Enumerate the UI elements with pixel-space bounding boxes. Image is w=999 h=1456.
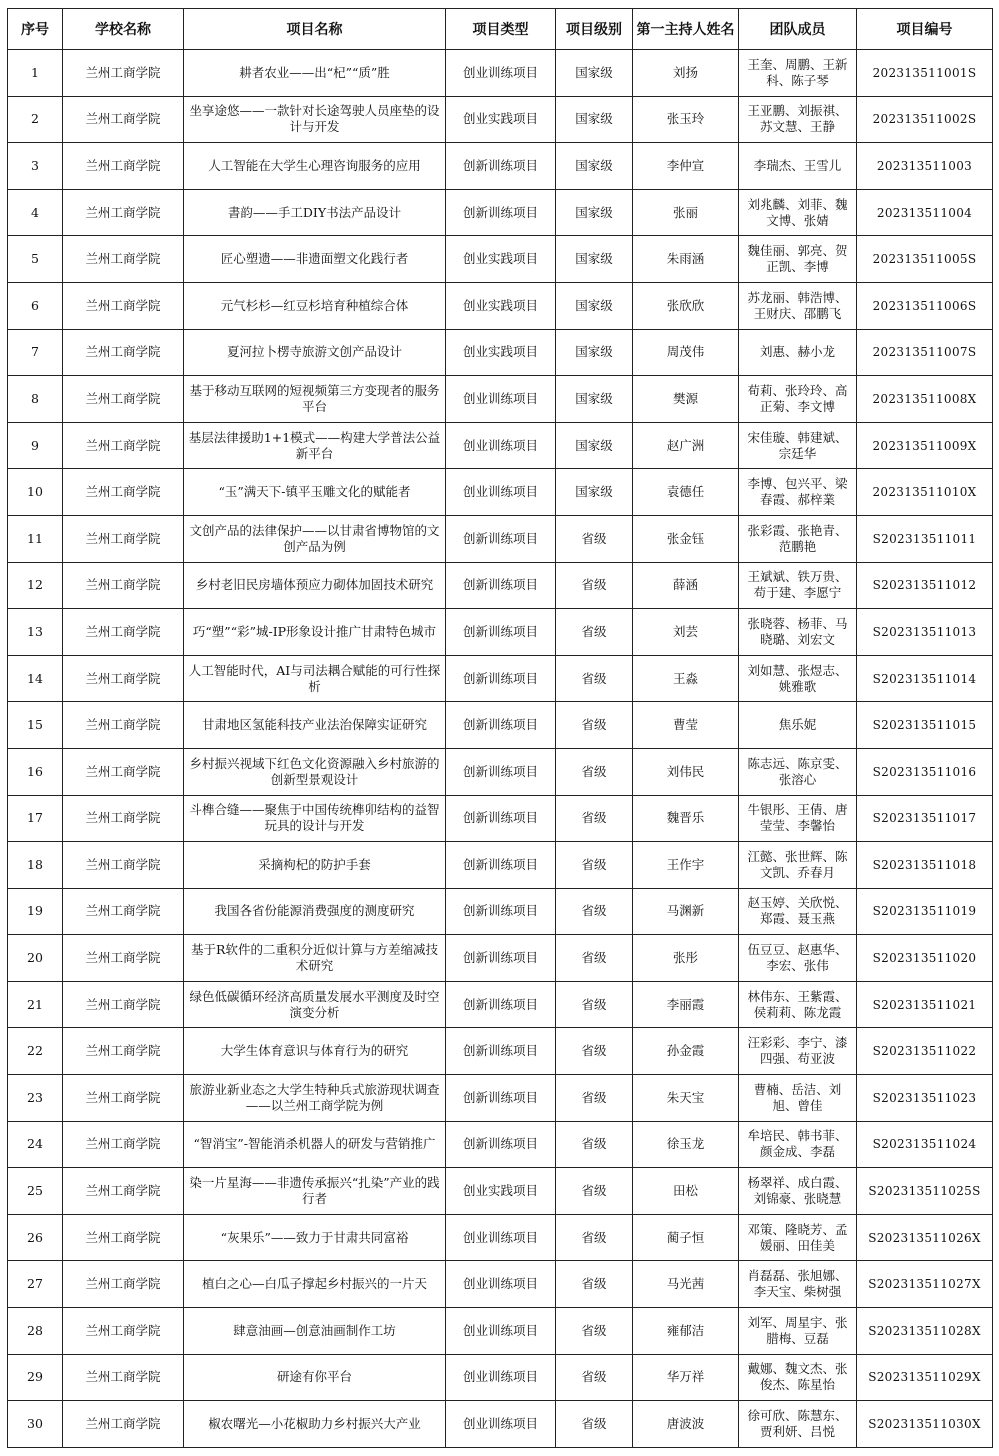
cell-project-type: 创业训练项目	[446, 1401, 556, 1448]
cell-school: 兰州工商学院	[63, 1168, 184, 1215]
cell-members: 徐可欣、陈慧东、贾利妍、吕悦	[739, 1401, 857, 1448]
cell-school: 兰州工商学院	[63, 469, 184, 516]
cell-project-name: 采摘枸杞的防护手套	[184, 842, 446, 889]
cell-project-name: 乡村老旧民房墙体预应力砌体加固技术研究	[184, 562, 446, 609]
cell-project-name: 匠心塑遗——非遗面塑文化践行者	[184, 236, 446, 283]
cell-no: 12	[8, 562, 63, 609]
cell-no: 23	[8, 1075, 63, 1122]
cell-project-type: 创新训练项目	[446, 795, 556, 842]
cell-project-level: 省级	[556, 1168, 633, 1215]
cell-school: 兰州工商学院	[63, 609, 184, 656]
cell-members: 王斌斌、铁万贵、苟于建、李愿宁	[739, 562, 857, 609]
cell-project-name: 書韵——手工DIY书法产品设计	[184, 189, 446, 236]
cell-members: 魏佳丽、郭亮、贺正凯、李博	[739, 236, 857, 283]
cell-project-type: 创业实践项目	[446, 329, 556, 376]
cell-members: 伍豆豆、赵惠华、李宏、张伟	[739, 935, 857, 982]
cell-no: 19	[8, 888, 63, 935]
cell-code: S202313511020	[857, 935, 993, 982]
cell-project-type: 创业训练项目	[446, 50, 556, 97]
cell-leader: 李丽霞	[633, 981, 739, 1028]
cell-code: S202313511015	[857, 702, 993, 749]
cell-school: 兰州工商学院	[63, 96, 184, 143]
cell-leader: 刘芸	[633, 609, 739, 656]
cell-leader: 王作宇	[633, 842, 739, 889]
cell-project-name: 研途有你平台	[184, 1354, 446, 1401]
cell-code: S202313511028X	[857, 1308, 993, 1355]
table-row	[8, 143, 993, 190]
cell-leader: 张玉玲	[633, 96, 739, 143]
cell-school: 兰州工商学院	[63, 1401, 184, 1448]
cell-project-level: 省级	[556, 842, 633, 889]
cell-project-level: 省级	[556, 655, 633, 702]
cell-leader: 刘伟民	[633, 748, 739, 795]
cell-project-type: 创业训练项目	[446, 1308, 556, 1355]
cell-project-level: 国家级	[556, 469, 633, 516]
cell-project-level: 国家级	[556, 329, 633, 376]
cell-code: S202313511016	[857, 748, 993, 795]
cell-code: S202313511025S	[857, 1168, 993, 1215]
cell-members: 宋佳璇、韩建斌、宗廷华	[739, 422, 857, 469]
table-row	[8, 329, 993, 376]
cell-project-name: 甘肃地区氢能科技产业法治保障实证研究	[184, 702, 446, 749]
cell-school: 兰州工商学院	[63, 748, 184, 795]
cell-no: 24	[8, 1121, 63, 1168]
cell-leader: 马光茜	[633, 1261, 739, 1308]
cell-project-name: 染一片星海——非遗传承振兴“扎染”产业的践行者	[184, 1168, 446, 1215]
cell-no: 5	[8, 236, 63, 283]
cell-leader: 唐波波	[633, 1401, 739, 1448]
cell-code: 202313511004	[857, 189, 993, 236]
cell-school: 兰州工商学院	[63, 189, 184, 236]
table-row	[8, 1121, 993, 1168]
cell-project-type: 创新训练项目	[446, 1121, 556, 1168]
cell-members: 曹楠、岳洁、刘旭、曾佳	[739, 1075, 857, 1122]
cell-school: 兰州工商学院	[63, 236, 184, 283]
cell-project-name: “智消宝”-智能消杀机器人的研发与营销推广	[184, 1121, 446, 1168]
cell-no: 7	[8, 329, 63, 376]
cell-project-type: 创业实践项目	[446, 282, 556, 329]
cell-project-name: 基于移动互联网的短视频第三方变现者的服务平台	[184, 376, 446, 423]
cell-members: 李博、包兴平、梁春霞、郝梓業	[739, 469, 857, 516]
cell-leader: 徐玉龙	[633, 1121, 739, 1168]
table-row	[8, 981, 993, 1028]
cell-project-type: 创新训练项目	[446, 842, 556, 889]
cell-leader: 华万祥	[633, 1354, 739, 1401]
cell-project-name: 斗榫合缝——聚焦于中国传统榫卯结构的益智玩具的设计与开发	[184, 795, 446, 842]
cell-members: 王亚鹏、刘振祺、苏文慧、王静	[739, 96, 857, 143]
table-row	[8, 935, 993, 982]
cell-school: 兰州工商学院	[63, 562, 184, 609]
cell-code: S202313511029X	[857, 1354, 993, 1401]
cell-school: 兰州工商学院	[63, 1121, 184, 1168]
cell-project-type: 创新训练项目	[446, 702, 556, 749]
cell-project-level: 省级	[556, 1261, 633, 1308]
cell-project-type: 创新训练项目	[446, 562, 556, 609]
cell-project-level: 省级	[556, 1401, 633, 1448]
cell-project-type: 创业训练项目	[446, 1261, 556, 1308]
cell-school: 兰州工商学院	[63, 888, 184, 935]
cell-project-name: 我国各省份能源消费强度的测度研究	[184, 888, 446, 935]
table-row	[8, 1214, 993, 1261]
cell-school: 兰州工商学院	[63, 376, 184, 423]
cell-school: 兰州工商学院	[63, 981, 184, 1028]
cell-project-type: 创新训练项目	[446, 655, 556, 702]
table-row	[8, 282, 993, 329]
table-row	[8, 562, 993, 609]
cell-leader: 田松	[633, 1168, 739, 1215]
table-row	[8, 795, 993, 842]
cell-project-name: 人工智能在大学生心理咨询服务的应用	[184, 143, 446, 190]
cell-school: 兰州工商学院	[63, 655, 184, 702]
cell-leader: 周茂伟	[633, 329, 739, 376]
cell-school: 兰州工商学院	[63, 1214, 184, 1261]
cell-project-level: 国家级	[556, 50, 633, 97]
cell-project-level: 省级	[556, 1028, 633, 1075]
cell-code: 202313511010X	[857, 469, 993, 516]
cell-no: 18	[8, 842, 63, 889]
table-row	[8, 469, 993, 516]
cell-project-level: 省级	[556, 795, 633, 842]
cell-members: 张晓蓉、杨菲、马晓璐、刘宏文	[739, 609, 857, 656]
cell-no: 9	[8, 422, 63, 469]
cell-project-level: 省级	[556, 702, 633, 749]
header-leader: 第一主持人姓名	[633, 9, 739, 50]
cell-code: S202313511026X	[857, 1214, 993, 1261]
cell-project-type: 创业训练项目	[446, 1354, 556, 1401]
table-row	[8, 50, 993, 97]
table-row	[8, 189, 993, 236]
cell-members: 刘如慧、张煜志、姚雅歌	[739, 655, 857, 702]
cell-members: 邓策、隆晓芳、孟媛丽、田佳美	[739, 1214, 857, 1261]
table-row	[8, 1354, 993, 1401]
cell-members: 焦乐妮	[739, 702, 857, 749]
cell-project-type: 创业训练项目	[446, 376, 556, 423]
cell-code: S202313511024	[857, 1121, 993, 1168]
cell-project-type: 创新训练项目	[446, 1028, 556, 1075]
cell-no: 29	[8, 1354, 63, 1401]
cell-school: 兰州工商学院	[63, 795, 184, 842]
cell-members: 戴娜、魏文杰、张俊杰、陈星怡	[739, 1354, 857, 1401]
cell-members: 刘惠、赫小龙	[739, 329, 857, 376]
cell-no: 14	[8, 655, 63, 702]
cell-leader: 魏晋乐	[633, 795, 739, 842]
cell-project-type: 创新训练项目	[446, 609, 556, 656]
table-row	[8, 236, 993, 283]
cell-project-level: 省级	[556, 1075, 633, 1122]
cell-school: 兰州工商学院	[63, 422, 184, 469]
cell-project-name: 元气杉杉—红豆杉培育种植综合体	[184, 282, 446, 329]
cell-members: 江懿、张世辉、陈文凯、乔春月	[739, 842, 857, 889]
cell-project-type: 创新训练项目	[446, 515, 556, 562]
cell-members: 肖磊磊、张旭娜、李天宝、柴树强	[739, 1261, 857, 1308]
table-body	[8, 50, 993, 1448]
cell-members: 牟培民、韩书菲、颜金成、李磊	[739, 1121, 857, 1168]
cell-code: S202313511030X	[857, 1401, 993, 1448]
cell-project-level: 国家级	[556, 143, 633, 190]
cell-leader: 朱雨涵	[633, 236, 739, 283]
cell-project-type: 创新训练项目	[446, 143, 556, 190]
cell-no: 27	[8, 1261, 63, 1308]
cell-members: 王奎、周鹏、王新科、陈子琴	[739, 50, 857, 97]
cell-code: 202313511002S	[857, 96, 993, 143]
cell-leader: 孙金霞	[633, 1028, 739, 1075]
cell-project-name: 坐享途悠——一款针对长途驾驶人员座垫的设计与开发	[184, 96, 446, 143]
cell-project-type: 创新训练项目	[446, 1075, 556, 1122]
cell-members: 李瑞杰、王雪儿	[739, 143, 857, 190]
cell-no: 13	[8, 609, 63, 656]
cell-project-type: 创新训练项目	[446, 935, 556, 982]
cell-leader: 雍郁洁	[633, 1308, 739, 1355]
cell-leader: 蔺子恒	[633, 1214, 739, 1261]
table-row	[8, 702, 993, 749]
cell-leader: 马渊新	[633, 888, 739, 935]
cell-project-type: 创业训练项目	[446, 469, 556, 516]
cell-leader: 王淼	[633, 655, 739, 702]
cell-no: 25	[8, 1168, 63, 1215]
table-row	[8, 1168, 993, 1215]
cell-code: S202313511022	[857, 1028, 993, 1075]
cell-project-type: 创业实践项目	[446, 236, 556, 283]
cell-project-name: “玉”满天下-镇平玉雕文化的赋能者	[184, 469, 446, 516]
cell-code: 202313511009X	[857, 422, 993, 469]
cell-project-name: 基于R软件的二重积分近似计算与方差缩减技术研究	[184, 935, 446, 982]
cell-members: 陈志远、陈京雯、张溶心	[739, 748, 857, 795]
cell-project-level: 省级	[556, 609, 633, 656]
cell-project-level: 省级	[556, 1354, 633, 1401]
cell-members: 刘军、周星宇、张腊梅、豆磊	[739, 1308, 857, 1355]
cell-code: S202313511011	[857, 515, 993, 562]
cell-school: 兰州工商学院	[63, 1354, 184, 1401]
cell-project-level: 国家级	[556, 376, 633, 423]
cell-project-level: 国家级	[556, 282, 633, 329]
cell-project-type: 创新训练项目	[446, 888, 556, 935]
cell-code: 202313511008X	[857, 376, 993, 423]
cell-project-level: 省级	[556, 748, 633, 795]
table-row	[8, 1401, 993, 1448]
cell-leader: 曹莹	[633, 702, 739, 749]
cell-leader: 薛涵	[633, 562, 739, 609]
cell-school: 兰州工商学院	[63, 143, 184, 190]
cell-school: 兰州工商学院	[63, 702, 184, 749]
cell-no: 26	[8, 1214, 63, 1261]
cell-members: 张彩霞、张艳青、范鹏艳	[739, 515, 857, 562]
cell-project-name: 耕者农业——出“杞”“质”胜	[184, 50, 446, 97]
cell-project-level: 省级	[556, 1308, 633, 1355]
cell-code: S202313511017	[857, 795, 993, 842]
table-row	[8, 1308, 993, 1355]
cell-project-type: 创新训练项目	[446, 981, 556, 1028]
cell-leader: 李仲宣	[633, 143, 739, 190]
cell-project-name: 乡村振兴视域下红色文化资源融入乡村旅游的创新型景观设计	[184, 748, 446, 795]
cell-members: 林伟东、王紫霞、侯莉莉、陈龙霞	[739, 981, 857, 1028]
cell-leader: 张欣欣	[633, 282, 739, 329]
table-row	[8, 422, 993, 469]
cell-members: 苏龙丽、韩浩博、王财庆、邵鹏飞	[739, 282, 857, 329]
cell-code: S202313511013	[857, 609, 993, 656]
cell-school: 兰州工商学院	[63, 329, 184, 376]
table-row	[8, 515, 993, 562]
table-row	[8, 1261, 993, 1308]
cell-school: 兰州工商学院	[63, 50, 184, 97]
cell-code: S202313511012	[857, 562, 993, 609]
cell-school: 兰州工商学院	[63, 1308, 184, 1355]
cell-members: 刘兆麟、刘菲、魏文博、张婧	[739, 189, 857, 236]
header-code: 项目编号	[857, 9, 993, 50]
cell-project-type: 创新训练项目	[446, 189, 556, 236]
cell-project-level: 国家级	[556, 189, 633, 236]
cell-project-level: 国家级	[556, 96, 633, 143]
cell-project-level: 国家级	[556, 236, 633, 283]
header-row	[8, 9, 993, 50]
cell-no: 30	[8, 1401, 63, 1448]
cell-no: 15	[8, 702, 63, 749]
cell-project-level: 省级	[556, 1121, 633, 1168]
cell-code: S202313511023	[857, 1075, 993, 1122]
cell-no: 11	[8, 515, 63, 562]
header-project-level: 项目级别	[556, 9, 633, 50]
cell-project-name: 基层法律援助1+1模式——构建大学普法公益新平台	[184, 422, 446, 469]
cell-project-name: “灰果乐”——致力于甘肃共同富裕	[184, 1214, 446, 1261]
header-members: 团队成员	[739, 9, 857, 50]
cell-project-level: 省级	[556, 888, 633, 935]
cell-project-name: 椒农曙光—小花椒助力乡村振兴大产业	[184, 1401, 446, 1448]
cell-code: S202313511019	[857, 888, 993, 935]
cell-project-type: 创新训练项目	[446, 748, 556, 795]
cell-leader: 朱天宝	[633, 1075, 739, 1122]
table-row	[8, 96, 993, 143]
cell-leader: 袁德任	[633, 469, 739, 516]
cell-project-type: 创业实践项目	[446, 1168, 556, 1215]
cell-no: 22	[8, 1028, 63, 1075]
header-no: 序号	[8, 9, 63, 50]
table-row	[8, 1028, 993, 1075]
project-list-table	[7, 8, 993, 1448]
cell-project-level: 国家级	[556, 422, 633, 469]
cell-project-type: 创业训练项目	[446, 1214, 556, 1261]
cell-no: 21	[8, 981, 63, 1028]
cell-school: 兰州工商学院	[63, 842, 184, 889]
table-row	[8, 888, 993, 935]
cell-project-name: 绿色低碳循环经济高质量发展水平测度及时空演变分析	[184, 981, 446, 1028]
cell-no: 17	[8, 795, 63, 842]
cell-project-name: 人工智能时代，AI与司法耦合赋能的可行性探析	[184, 655, 446, 702]
cell-school: 兰州工商学院	[63, 515, 184, 562]
cell-leader: 刘扬	[633, 50, 739, 97]
cell-members: 赵玉婷、关欣悦、郑霞、聂玉燕	[739, 888, 857, 935]
cell-school: 兰州工商学院	[63, 1261, 184, 1308]
cell-leader: 张丽	[633, 189, 739, 236]
cell-code: 202313511006S	[857, 282, 993, 329]
cell-no: 28	[8, 1308, 63, 1355]
cell-project-level: 省级	[556, 1214, 633, 1261]
cell-project-level: 省级	[556, 981, 633, 1028]
table-row	[8, 1075, 993, 1122]
header-project-name: 项目名称	[184, 9, 446, 50]
cell-project-name: 文创产品的法律保护——以甘肃省博物馆的文创产品为例	[184, 515, 446, 562]
cell-members: 牛银彤、王倩、唐莹莹、李馨怡	[739, 795, 857, 842]
cell-project-level: 省级	[556, 935, 633, 982]
cell-code: 202313511003	[857, 143, 993, 190]
cell-code: 202313511001S	[857, 50, 993, 97]
cell-project-name: 大学生体育意识与体育行为的研究	[184, 1028, 446, 1075]
table-row	[8, 748, 993, 795]
cell-project-type: 创业训练项目	[446, 422, 556, 469]
cell-project-name: 旅游业新业态之大学生特种兵式旅游现状调查——以兰州工商学院为例	[184, 1075, 446, 1122]
cell-members: 汪彩彩、李宁、漆四强、苟亚波	[739, 1028, 857, 1075]
cell-leader: 张彤	[633, 935, 739, 982]
cell-school: 兰州工商学院	[63, 1075, 184, 1122]
cell-project-level: 省级	[556, 515, 633, 562]
cell-project-name: 巧“塑”“彩”城-IP形象设计推广甘肃特色城市	[184, 609, 446, 656]
cell-no: 3	[8, 143, 63, 190]
table-row	[8, 842, 993, 889]
cell-project-level: 省级	[556, 562, 633, 609]
cell-school: 兰州工商学院	[63, 282, 184, 329]
cell-no: 16	[8, 748, 63, 795]
table-row	[8, 655, 993, 702]
cell-project-type: 创业实践项目	[446, 96, 556, 143]
cell-no: 4	[8, 189, 63, 236]
cell-code: 202313511007S	[857, 329, 993, 376]
cell-school: 兰州工商学院	[63, 935, 184, 982]
cell-code: S202313511018	[857, 842, 993, 889]
cell-project-name: 夏河拉卜楞寺旅游文创产品设计	[184, 329, 446, 376]
cell-no: 8	[8, 376, 63, 423]
header-project-type: 项目类型	[446, 9, 556, 50]
table-header	[8, 9, 993, 50]
cell-no: 20	[8, 935, 63, 982]
cell-leader: 张金钰	[633, 515, 739, 562]
table-row	[8, 376, 993, 423]
cell-no: 10	[8, 469, 63, 516]
cell-code: 202313511005S	[857, 236, 993, 283]
cell-no: 1	[8, 50, 63, 97]
cell-code: S202313511027X	[857, 1261, 993, 1308]
cell-code: S202313511014	[857, 655, 993, 702]
table-row	[8, 609, 993, 656]
cell-leader: 樊源	[633, 376, 739, 423]
cell-project-name: 肆意油画—创意油画制作工坊	[184, 1308, 446, 1355]
header-school: 学校名称	[63, 9, 184, 50]
cell-no: 2	[8, 96, 63, 143]
cell-members: 荀莉、张玲玲、高正菊、李文博	[739, 376, 857, 423]
cell-project-name: 植白之心—白瓜子撑起乡村振兴的一片天	[184, 1261, 446, 1308]
cell-no: 6	[8, 282, 63, 329]
cell-code: S202313511021	[857, 981, 993, 1028]
cell-members: 杨翠祥、成白霞、刘锦豪、张晓慧	[739, 1168, 857, 1215]
cell-leader: 赵广洲	[633, 422, 739, 469]
cell-school: 兰州工商学院	[63, 1028, 184, 1075]
